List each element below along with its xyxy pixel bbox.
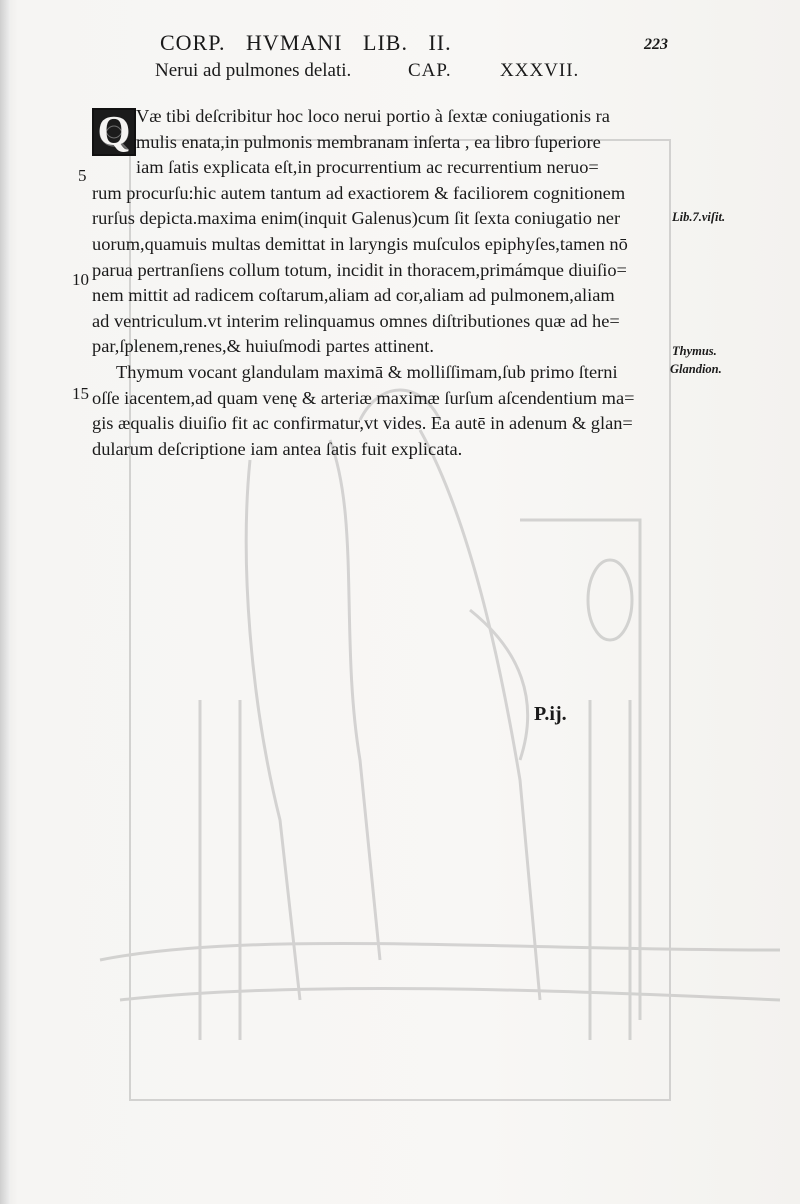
- text-line: iam ſatis explicata eſt,in procurrentium ac recurrentium neruo=: [136, 157, 599, 178]
- text-line: ad ventriculum.vt interim relinquamus omnes diſtributiones quæ ad he=: [92, 310, 620, 331]
- text-line: Thymum vocant glandulam maximā & molliſſimam,ſub primo ſterni: [116, 361, 618, 382]
- page-number: 223: [644, 36, 668, 53]
- chapter-subheader: [155, 60, 580, 82]
- text-line: rurſus depicta.maxima enim(inquit Galenus)cum ſit ſexta coniugatio ner: [92, 208, 621, 229]
- line-number: 10: [72, 270, 89, 289]
- margin-note-thymus: Thymus.: [672, 344, 717, 358]
- running-title-word: HVMANI: [246, 30, 343, 55]
- text-line: rum procurſu:hic autem tantum ad exactiorem & faciliorem cognitionem: [92, 182, 626, 203]
- running-title-word: LIB.: [363, 30, 408, 55]
- running-title-word: II.: [428, 30, 452, 55]
- chapter-number: XXXVII.: [500, 60, 580, 81]
- line-number: 5: [78, 166, 87, 185]
- text-line: nem mittit ad radicem coſtarum,aliam ad cor,aliam ad pulmonem,aliam: [92, 285, 615, 306]
- signature-mark: P.ij.: [534, 703, 567, 725]
- running-title-word: CORP.: [160, 30, 226, 55]
- chapter-topic: Nerui ad pulmones delati.: [155, 60, 352, 81]
- line-number: 15: [72, 384, 89, 403]
- margin-note-glandion: Glandion.: [670, 362, 722, 376]
- text-line: parua pertranſiens collum totum, incidit in thoracem,primámque diuiſio=: [92, 259, 627, 280]
- margin-note-reference: Lib.7.viſit.: [672, 210, 726, 224]
- text-line: par,ſplenem,renes,& huiuſmodi partes attinent.: [92, 336, 434, 357]
- text-line: oſſe iacentem,ad quam venę & arteriæ maximæ ſurſum aſcendentium ma=: [92, 387, 635, 408]
- text-line: dularum deſcriptione iam antea ſatis fuit explicata.: [92, 438, 463, 459]
- running-header: [160, 30, 466, 56]
- text-line: gis æqualis diuiſio fit ac confirmatur,vt vides. Ea autē in adenum & glan=: [92, 413, 633, 434]
- body-text: [92, 104, 664, 462]
- initial-letter: Q: [97, 109, 131, 155]
- text-line: Væ tibi deſcribitur hoc loco nerui portio à ſextæ coniugationis ra: [136, 106, 610, 126]
- text-line: uorum,quamuis multas demittat in laryngis muſculos epiphyſes,tamen nō: [92, 233, 628, 254]
- text-line: mulis enata,in pulmonis membranam inſerta , ea libro ſuperiore: [136, 131, 601, 152]
- chapter-cap-label: CAP.: [408, 60, 452, 81]
